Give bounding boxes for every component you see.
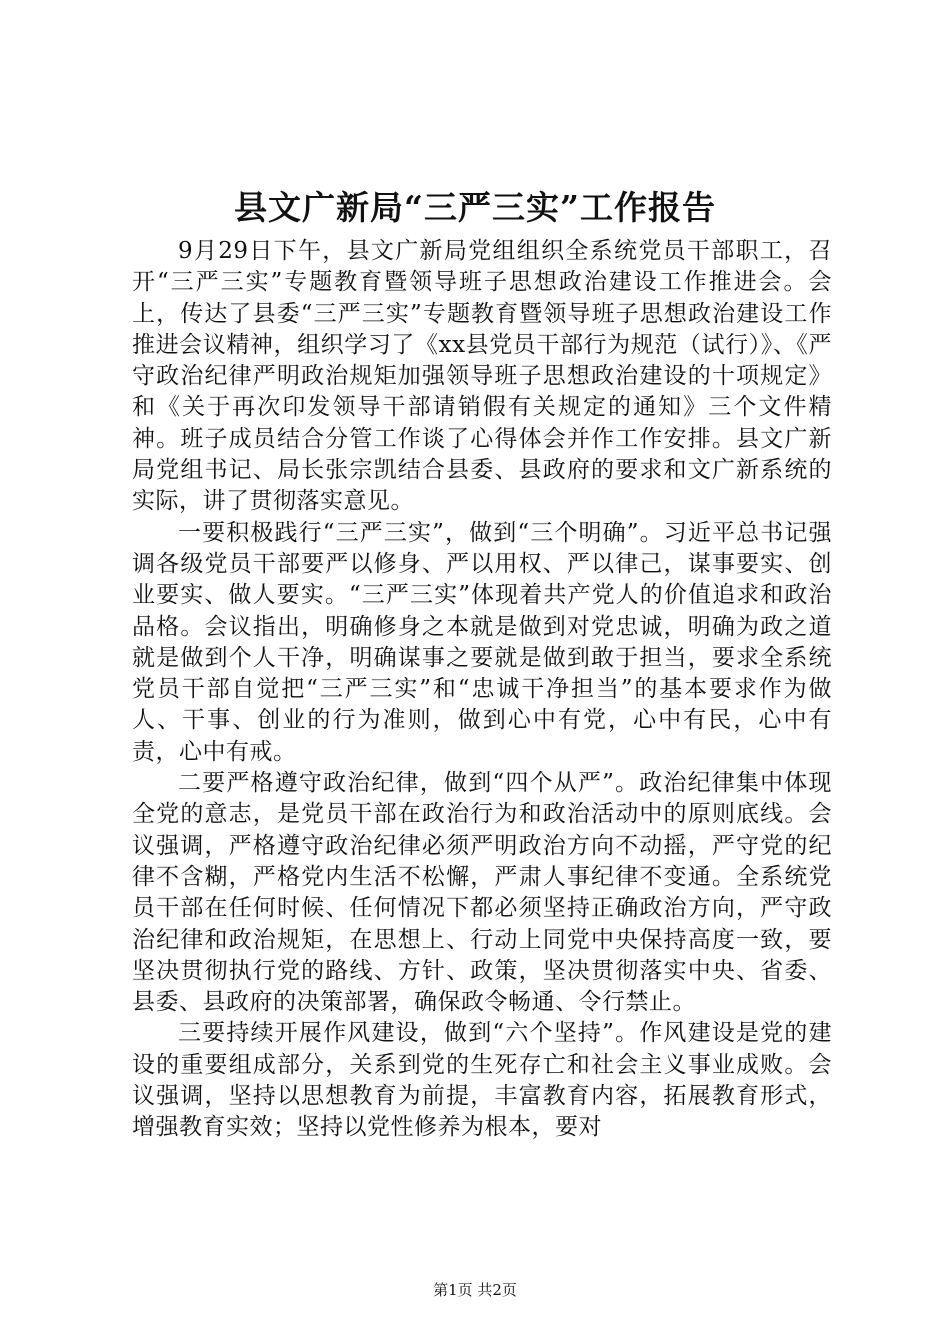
page-footer [0,1280,950,1300]
document-title: 县文广新局“三严三实”工作报告 [234,188,716,227]
page-number: 第1页 共2页 [433,1281,517,1299]
paragraph-2: 一要积极践行“三严三实”，做到“三个明确”。习近平总书记强调各级党员干部要严以修身、严以用权、严以律己，谋事要实、创业要实、做人要实。“三严三实”体现着共产党人的价值追求和政治品格。会议指出，明确修身之本就是做到对党忠诚，明确为政之道就是做到个人干净，明确谋事之要就是做到敢于担当，要求全系统党员干部自觉把“三严三实”和“忠诚干净担当”的基本要求作为做人、干事、创业的行为准则，做到心中有党，心中有民，心中有责，心中有戒。 [132,519,832,765]
document-body [132,236,832,1144]
paragraph-4: 三要持续开展作风建设，做到“六个坚持”。作风建设是党的建设的重要组成部分，关系到党的生死存亡和社会主义事业成败。会议强调，坚持以思想教育为前提，丰富教育内容，拓展教育形式，增强教育实效；坚持以党性修养为根本，要对 [132,1020,832,1141]
paragraph-3: 二要严格遵守政治纪律，做到“四个从严”。政治纪律集中体现全党的意志，是党员干部在政治行为和政治活动中的原则底线。会议强调，严格遵守政治纪律必须严明政治方向不动摇，严守党的纪律不含糊，严格党内生活不松懈，严肃人事纪律不变通。全系统党员干部在任何时候、任何情况下都必须坚持正确政治方向，严守政治纪律和政治规矩，在思想上、行动上同党中央保持高度一致，要坚决贯彻执行党的路线、方针、政策，坚决贯彻落实中央、省委、县委、县政府的决策部署，确保政令畅通、令行禁止。 [132,770,832,1016]
paragraph-1: 9月29日下午，县文广新局党组组织全系统党员干部职工，召开“三严三实”专题教育暨领导班子思想政治建设工作推进会。会上，传达了县委“三严三实”专题教育暨领导班子思想政治建设工作推进会议精神，组织学习了《xx县党员干部行为规范（试行）》、《严守政治纪律严明政治规矩加强领导班子思想政治建设的十项规定》和《关于再次印发领导干部请销假有关规定的通知》三个文件精神。班子成员结合分管工作谈了心得体会并作工作安排。县文广新局党组书记、局长张宗凯结合县委、县政府的要求和文广新系统的实际，讲了贯彻落实意见。 [132,238,832,515]
